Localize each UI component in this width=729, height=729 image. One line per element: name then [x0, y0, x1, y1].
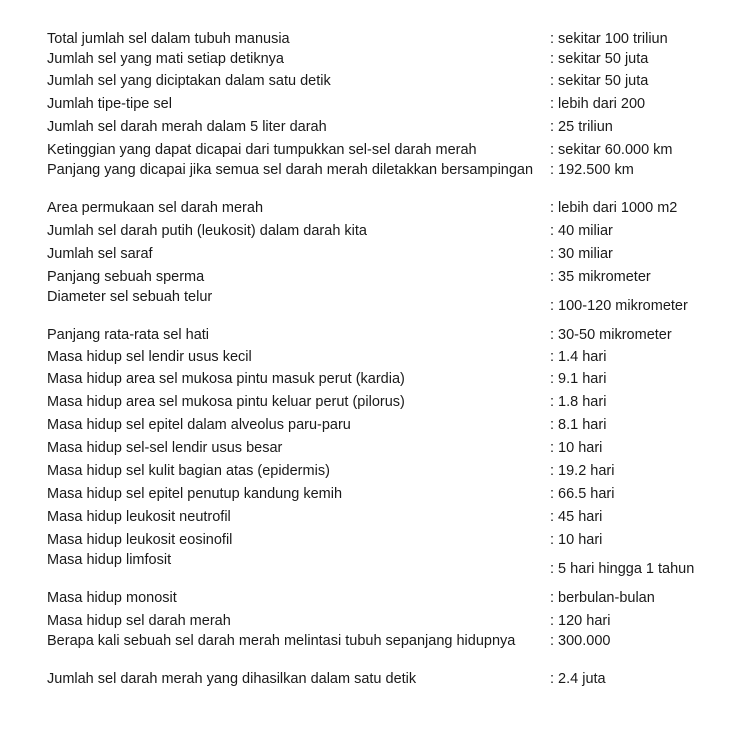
fact-value: : 5 hari hingga 1 tahun	[550, 561, 695, 577]
fact-row	[47, 391, 707, 414]
fact-value: : 66.5 hari	[550, 486, 615, 502]
fact-value: : sekitar 100 triliun	[550, 30, 668, 47]
fact-value: : 30 miliar	[550, 246, 613, 262]
fact-label: Jumlah sel saraf	[47, 246, 153, 262]
fact-label: Masa hidup sel epitel dalam alveolus paru-paru	[47, 417, 351, 433]
fact-label: Jumlah sel yang diciptakan dalam satu detik	[47, 73, 331, 89]
fact-value: : 25 triliun	[550, 119, 613, 135]
fact-row	[47, 70, 707, 93]
fact-table	[47, 30, 707, 691]
fact-label: Masa hidup area sel mukosa pintu keluar perut (pilorus)	[47, 394, 405, 410]
fact-value: : 45 hari	[550, 509, 603, 525]
fact-row	[47, 116, 707, 139]
fact-row	[47, 243, 707, 266]
fact-value: : 10 hari	[550, 532, 603, 548]
fact-value: : 19.2 hari	[550, 463, 615, 479]
fact-row	[47, 668, 707, 691]
fact-value: : 8.1 hari	[550, 417, 607, 433]
fact-row	[47, 506, 707, 529]
fact-value: : 1.4 hari	[550, 348, 607, 365]
fact-row	[47, 610, 707, 633]
fact-label: Ketinggian yang dapat dicapai dari tumpukkan sel-sel darah merah	[47, 142, 477, 158]
fact-value: : 120 hari	[550, 613, 611, 629]
fact-row	[47, 197, 707, 220]
fact-label: Masa hidup limfosit	[47, 552, 172, 568]
fact-label: Jumlah sel darah merah dalam 5 liter darah	[47, 119, 327, 135]
fact-row	[47, 552, 707, 587]
fact-row	[47, 266, 707, 289]
fact-value: : sekitar 50 juta	[550, 50, 649, 67]
fact-row	[47, 289, 707, 324]
fact-row	[47, 529, 707, 552]
fact-label: Panjang sebuah sperma	[47, 269, 205, 285]
fact-value: : 1.8 hari	[550, 394, 607, 410]
fact-label: Jumlah tipe-tipe sel	[47, 96, 172, 112]
fact-label: Panjang rata-rata sel hati	[47, 326, 210, 343]
fact-label: Masa hidup sel kulit bagian atas (epidermis)	[47, 463, 330, 479]
fact-value: : sekitar 60.000 km	[550, 142, 673, 158]
fact-table-body	[47, 30, 707, 691]
fact-value: : berbulan-bulan	[550, 590, 655, 606]
fact-value: : 192.500 km	[550, 162, 634, 178]
fact-label: Masa hidup sel lendir usus kecil	[47, 348, 252, 365]
fact-row	[47, 162, 707, 197]
fact-value: : 9.1 hari	[550, 371, 607, 387]
fact-row	[47, 437, 707, 460]
fact-label: Masa hidup sel-sel lendir usus besar	[47, 440, 283, 456]
fact-label: Diameter sel sebuah telur	[47, 289, 213, 305]
fact-row	[47, 587, 707, 610]
fact-label: Masa hidup sel darah merah	[47, 613, 231, 629]
fact-row	[47, 48, 707, 70]
fact-value: : 35 mikrometer	[550, 269, 651, 285]
fact-label: Area permukaan sel darah merah	[47, 200, 264, 216]
fact-row	[47, 93, 707, 116]
fact-row	[47, 346, 707, 368]
fact-row	[47, 139, 707, 162]
fact-row	[47, 483, 707, 506]
fact-row	[47, 220, 707, 243]
fact-label: Jumlah sel yang mati setiap detiknya	[47, 50, 284, 67]
fact-row	[47, 633, 707, 668]
fact-value: : 100-120 mikrometer	[550, 298, 688, 314]
fact-row	[47, 460, 707, 483]
fact-value: : lebih dari 1000 m2	[550, 200, 678, 216]
fact-value: : 30-50 mikrometer	[550, 326, 672, 343]
fact-value: : lebih dari 200	[550, 96, 646, 112]
fact-row	[47, 368, 707, 391]
fact-label: Masa hidup sel epitel penutup kandung kemih	[47, 486, 343, 502]
fact-label: Jumlah sel darah merah yang dihasilkan dalam satu detik	[47, 671, 417, 687]
fact-row	[47, 324, 707, 346]
fact-value: : 40 miliar	[550, 223, 613, 239]
fact-label: Jumlah sel darah putih (leukosit) dalam darah kita	[47, 223, 367, 239]
fact-label: Masa hidup leukosit neutrofil	[47, 509, 231, 525]
fact-label: Masa hidup area sel mukosa pintu masuk perut (kardia)	[47, 371, 405, 387]
fact-value: : 10 hari	[550, 440, 603, 456]
fact-label: Masa hidup monosit	[47, 590, 177, 606]
fact-value: : 2.4 juta	[550, 671, 606, 687]
fact-label: Masa hidup leukosit eosinofil	[47, 532, 233, 548]
fact-row	[47, 414, 707, 437]
fact-label: Panjang yang dicapai jika semua sel darah merah diletakkan bersampingan	[47, 162, 534, 178]
fact-value: : sekitar 50 juta	[550, 73, 649, 89]
fact-label: Total jumlah sel dalam tubuh manusia	[47, 30, 290, 47]
fact-label: Berapa kali sebuah sel darah merah melintasi tubuh sepanjang hidupnya	[47, 633, 516, 649]
fact-value: : 300.000	[550, 633, 611, 649]
fact-row	[47, 30, 707, 48]
